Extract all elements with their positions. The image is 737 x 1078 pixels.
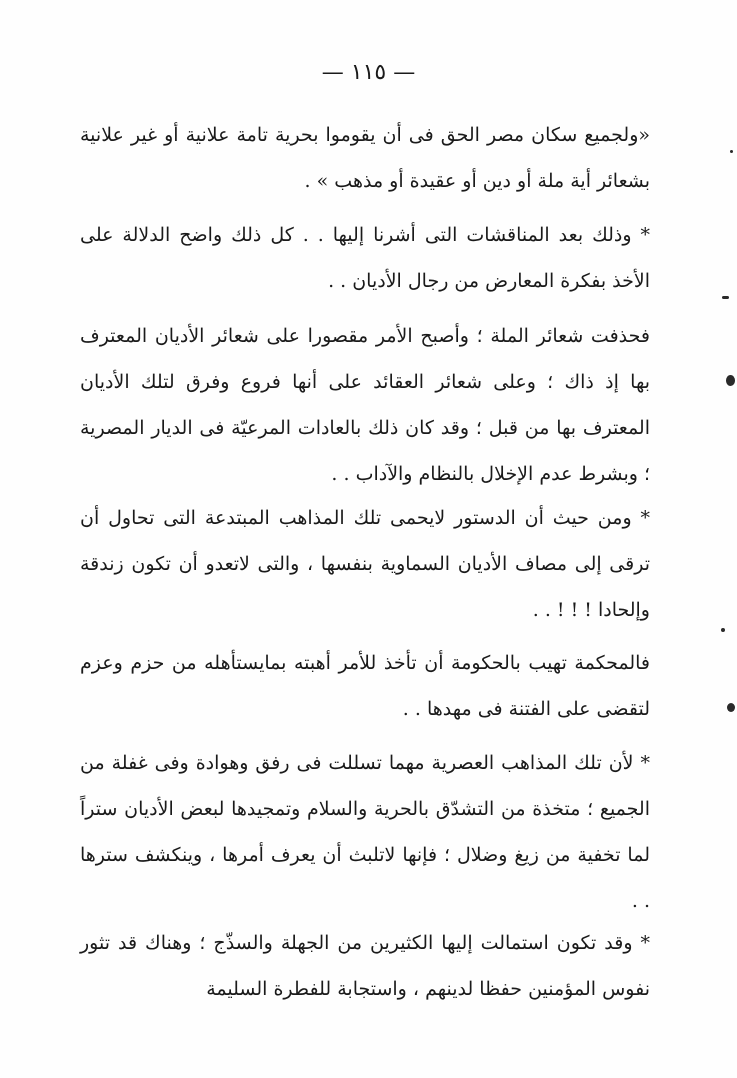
paragraph-rites-removed: فحذفت شعائر الملة ؛ وأصبح الأمر مقصورا على شعائر الأديان المعترف بها إذ ذاك ؛ وعلى شعائر العقائد على أنها فروع وفرق لتلك الأديان المعترف بها من قبل ؛ وقد كان ذلك بالعادات المرعيّة فى الديار المصرية ؛ وبشرط عدم الإخلال بالنظام والآداب . . [80, 325, 650, 485]
ink-spot [726, 375, 735, 386]
paragraph-constitution-protection: * ومن حيث أن الدستور لايحمى تلك المذاهب المبتدعة التى تحاول أن ترقى إلى مصاف الأديان السماوية بنفسها ، والتى لاتعدو أن تكون زندقة وإلحادا ! ! ! . . [80, 507, 650, 621]
page-number: — ١١٥ — [321, 60, 416, 85]
paragraph-court-appeal: فالمحكمة تهيب بالحكومة أن تأخذ للأمر أهبته بمايستأهله من حزم وعزم لتقضى على الفتنة فى مهدها . . [80, 652, 650, 720]
ink-spot [721, 628, 725, 632]
ink-spot [730, 150, 733, 153]
paragraph-discussions: * وذلك بعد المناقشات التى أشرنا إليها . . كل ذلك واضح الدلالة على الأخذ بفكرة المعارض من رجال الأديان . . [80, 224, 650, 292]
paragraph-believers: * وقد تكون استمالت إليها الكثيرين من الجهلة والسذّج ؛ وهناك قد تثور نفوس المؤمنين حفظا لدينهم ، واستجابة للفطرة السليمة [80, 932, 650, 1000]
ink-spot [722, 296, 729, 299]
ink-spot [727, 703, 735, 712]
paragraph-modern-sects: * لأن تلك المذاهب العصرية مهما تسللت فى رفق وهوادة وفى غفلة من الجميع ؛ متخذة من التشدّق بالحرية والسلام وتمجيدها لبعض الأديان ستراً لما تخفية من زيغ وضلال ؛ فإنها لاتلبث أن يعرف أمرها ، وينكشف سترها . . [80, 752, 650, 912]
paragraph-constitution-quote: «ولجميع سكان مصر الحق فى أن يقوموا بحرية تامة علانية أو غير علانية بشعائر أية ملة أو دين أو عقيدة أو مذهب » . [80, 124, 650, 192]
